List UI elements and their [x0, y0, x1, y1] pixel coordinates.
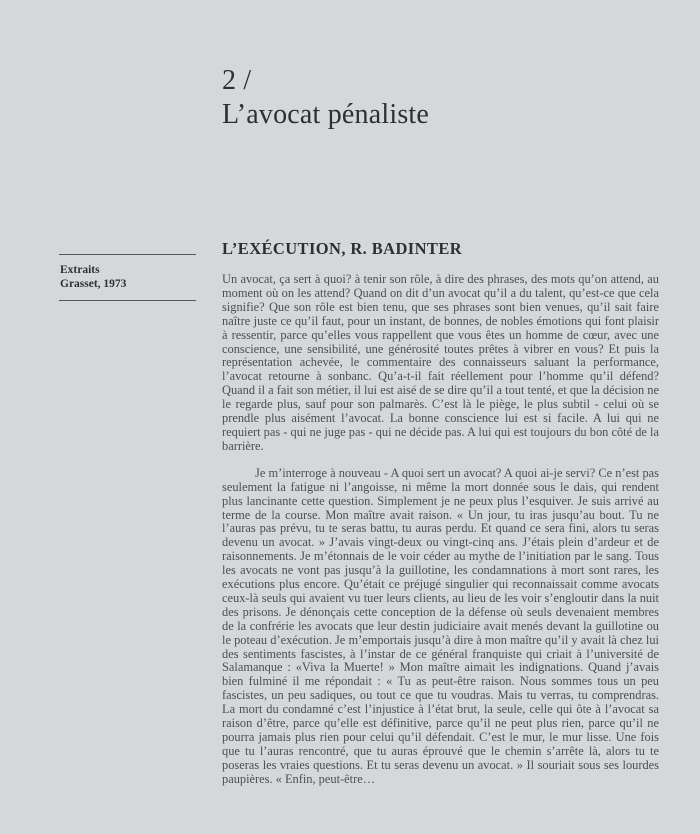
main-text-column: [222, 239, 659, 787]
chapter-heading: [222, 64, 429, 132]
chapter-number: 2 /: [222, 65, 252, 96]
body-text: [222, 273, 659, 787]
body-paragraph-2: Je m’interroge à nouveau - A quoi sert un avocat? A quoi ai-je servi? Ce n’est pas seulement la fatigue ni l’angoisse, ni même la mort donnée sous le dais, qui rendent plus lancinante cette question. Simplement je ne peux plus l’esquiver. Je suis arrivé au terme de la course. Mon maître avait raison. « Un jour, tu iras jusqu’au bout. Tu ne l’auras pas prévu, tu te seras battu, tu auras perdu. Et quand ce sera fini, alors tu seras devenu un avocat. » J’avais vingt-deux ou vingt-cinq ans. J’étais plein d’ardeur et de raisonnements. Je m’étonnais de le voir céder au mythe de l’initiation par le sang. Tous les avocats ne vont pas jusqu’à la guillotine, les condamnations à mort sont rares, les exécutions plus encore. Qu’était ce préjugé singulier qui reconnaissait comme avocats ceux-là seuls qui avaient vu tuer leurs clients, au lieu de les voir s’engloutir dans la nuit des prisons. Je dénonçais cette conception de la défense où seuls devenaient membres de la confrérie les avocats que leur destin judiciaire avait menés devant la guillotine ou le poteau d’exécution. Je m’emportais jusqu’à dire à mon maître qu’il y avait là chez lui des sentiments fascistes, à l’instar de ce général franquiste qui criait à l’université de Salamanque : «Viva la Muerte! » Mon maître aimait les indignations. Quand j’avais bien fulminé il me répondait : « Tu as peut-être raison. Nous sommes tous un peu fascistes, un peu sadiques, ou tout ce que tu voudras. Mais tu verras, tu comprendras. La mort du condamné c’est l’injustice à l’état brut, la seule, celle qui ôte à l’avocat sa raison d’être, parce qu’elle est définitive, parce qu’il ne peut plus rien, parce qu’il ne pourra jamais plus rien pour celui qu’il défendait. C’est le mur, le mur lisse. Une fois que tu l’auras rencontré, que tu auras éprouvé que le chemin s’arrête là, alors tu te poseras les vraies questions. Et tu seras devenu un avocat. » Il souriait sous ses lourdes paupières. « Enfin, peut-être…: [222, 465, 659, 786]
source-publisher: Grasset, 1973: [60, 278, 127, 290]
source-labels: [59, 255, 196, 300]
body-paragraph-1: Un avocat, ça sert à quoi? à tenir son rôle, à dire des phrases, des mots qu’on attend, au moment où on les attend? Quand on dit d’un avocat qu’il a du talent, qu’est-ce que cela signifie? Que son rôle est bien tenu, que ses phrases sont bien venues, qu’il sait faire naître juste ce qu’il faut, pour un instant, de bonnes, de nobles émotions qui font plaisir à ressentir, parce qu’elles vous rappellent que vous êtes un homme de cœur, avec une conscience, une sensibilité, une générosité toutes prêtes à vibrer en vous? Et puis la représentation achevée, le commentaire des connaisseurs saluant la performance, l’avocat retourne à sonbanc. Qu’a-t-il fait réellement pour l’homme qu’il défend? Quand il a fait son métier, il lui est aisé de se dire qu’il a tout tenté, et que la décision ne le regarde plus, sauf pour son palmarès. C’est là le piège, le plus subtil - celui où se prendle plus aisément l’avocat. La bonne conscience lui est si facile. A lui qui ne requiert pas - qui ne juge pas - qui ne décide pas. A lui qui est toujours du bon côté de la barrière.: [222, 272, 659, 453]
chapter-title: L’avocat pénaliste: [222, 99, 430, 130]
source-rule-bottom: [59, 300, 196, 301]
sidebar-source-block: [59, 254, 196, 301]
source-label: Extraits: [60, 264, 100, 276]
section-title: L’EXÉCUTION, R. BADINTER: [222, 239, 463, 258]
